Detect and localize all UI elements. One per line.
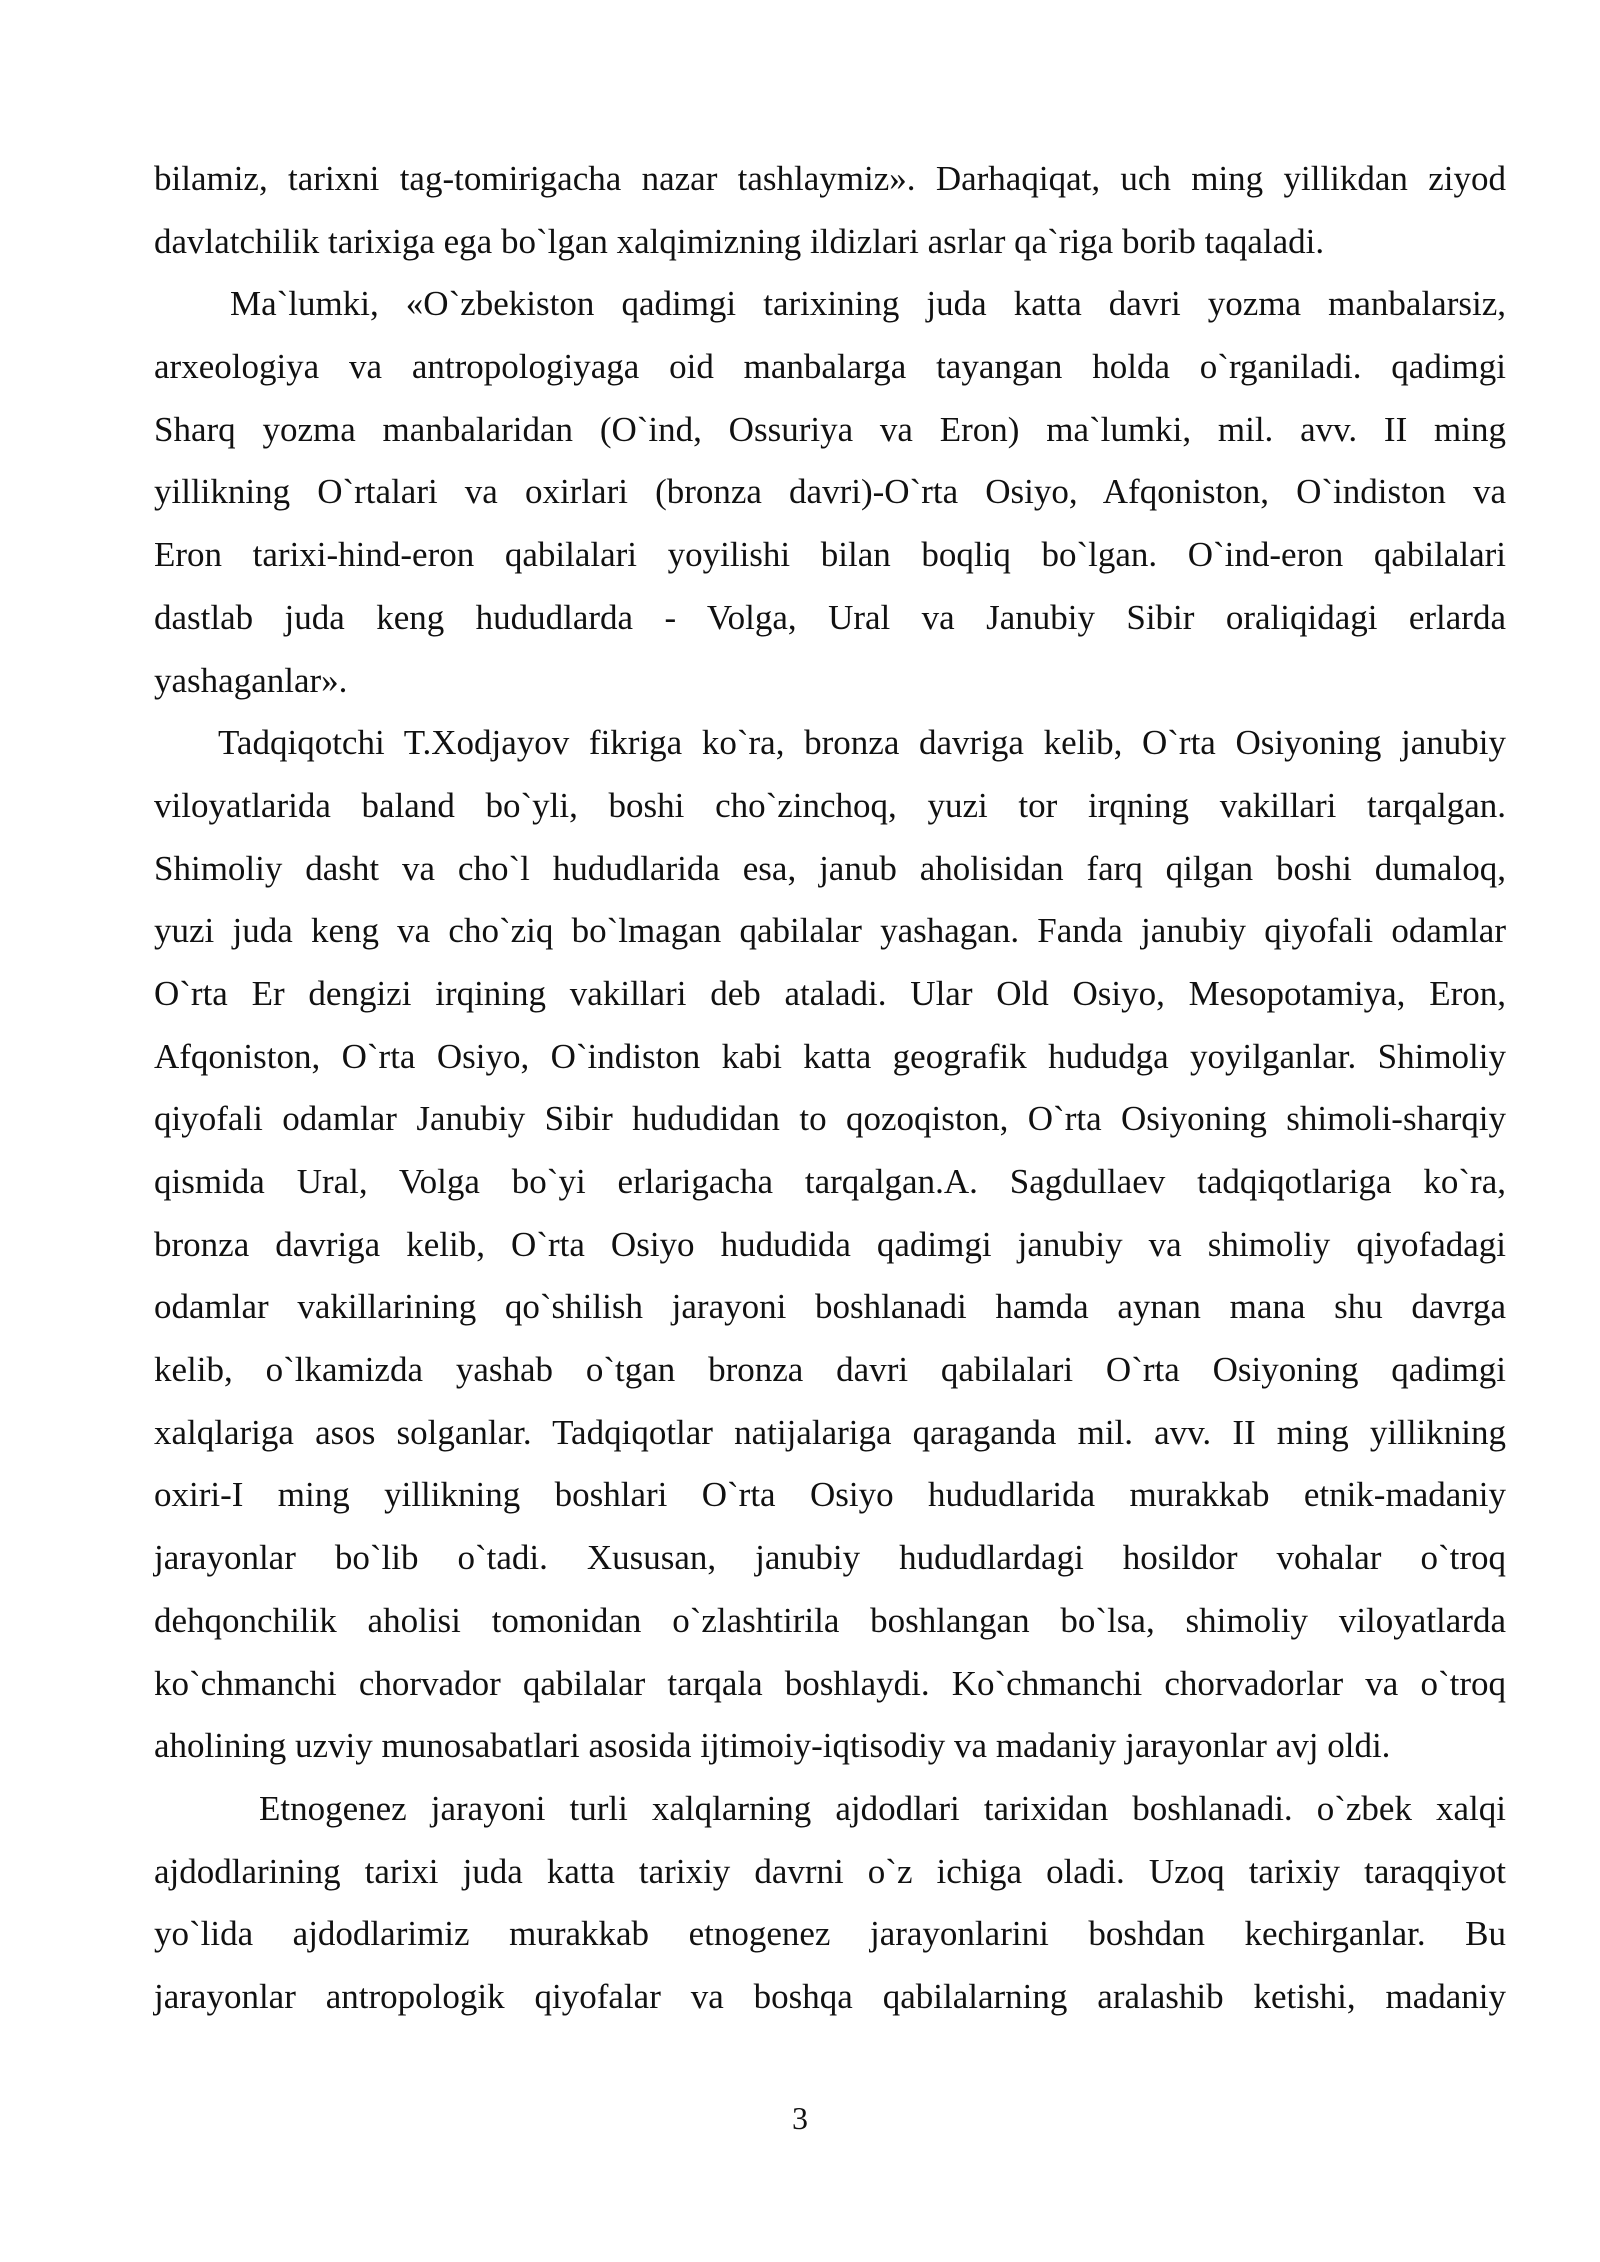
text-line: arxeologiya va antropologiyaga oid manbalarga tayangan holda o`rganiladi. qadimgi — [154, 347, 1506, 387]
text-line: ajdodlarining tarixi juda katta tarixiy davrni o`z ichiga oladi. Uzoq tarixiy taraqqiyot — [154, 1851, 1506, 1891]
text-line: dehqonchilik aholisi tomonidan o`zlashtirila boshlangan bo`lsa, shimoliy viloyatlarda — [154, 1600, 1506, 1640]
text-line: odamlar vakillarining qo`shilish jarayoni boshlanadi hamda aynan mana shu davrga — [154, 1287, 1506, 1327]
page-number: 3 — [792, 2100, 808, 2136]
text-line: bilamiz, tarixni tag-tomirigacha nazar tashlaymiz». Darhaqiqat, uch ming yillikdan ziyod — [154, 159, 1506, 198]
text-line: Etnogenez jarayoni turli xalqlarning ajdodlari tarixidan boshlanadi. o`zbek xalqi — [259, 1788, 1506, 1828]
text-line: Tadqiqotchi T.Xodjayov fikriga ko`ra, bronza davriga kelib, O`rta Osiyoning janubiy — [218, 723, 1506, 763]
text-line: Eron tarixi-hind-eron qabilalari yoyilishi bilan boqliq bo`lgan. O`ind-eron qabilalari — [154, 535, 1506, 575]
text-line: qismida Ural, Volga bo`yi erlarigacha tarqalgan.A. Sagdullaev tadqiqotlariga ko`ra, — [154, 1162, 1506, 1201]
text-line: viloyatlarida baland bo`yli, boshi cho`zinchoq, yuzi tor irqning vakillari tarqalgan. — [154, 785, 1506, 825]
text-line: yuzi juda keng va cho`ziq bo`lmagan qabilalar yashagan. Fanda janubiy qiyofali odamlar — [154, 911, 1506, 951]
text-line: Sharq yozma manbalaridan (O`ind, Ossuriya va Eron) ma`lumki, mil. avv. II ming — [154, 409, 1506, 449]
text-line: bronza davriga kelib, O`rta Osiyo hududida qadimgi janubiy va shimoliy qiyofadagi — [154, 1224, 1506, 1264]
text-line: Afqoniston, O`rta Osiyo, O`indiston kabi katta geografik hududga yoyilganlar. Shimoliy — [154, 1036, 1506, 1076]
text-line: dastlab juda keng hududlarda - Volga, Ural va Janubiy Sibir oraliqidagi erlarda — [154, 597, 1506, 637]
text-line: yillikning O`rtalari va oxirlari (bronza davri)-O`rta Osiyo, Afqoniston, O`indiston va — [154, 472, 1506, 512]
body-text — [154, 148, 1506, 2029]
text-line: xalqlariga asos solganlar. Tadqiqotlar natijalariga qaraganda mil. avv. II ming yillikning — [154, 1412, 1506, 1452]
text-line: Shimoliy dasht va cho`l hududlarida esa, janub aholisidan farq qilgan boshi dumaloq, — [154, 848, 1506, 888]
text-line: ko`chmanchi chorvador qabilalar tarqala boshlaydi. Ko`chmanchi chorvadorlar va o`troq — [154, 1663, 1506, 1703]
text-line: jarayonlar bo`lib o`tadi. Xususan, janubiy hududlardagi hosildor vohalar o`troq — [154, 1538, 1506, 1578]
text-line: yashaganlar». — [154, 660, 348, 700]
text-line: qiyofali odamlar Janubiy Sibir hududidan to qozoqiston, O`rta Osiyoning shimoli-sharqiy — [154, 1099, 1506, 1139]
text-line: aholining uzviy munosabatlari asosida ijtimoiy-iqtisodiy va madaniy jarayonlar avj oldi. — [154, 1726, 1391, 1766]
text-line: davlatchilik tarixiga ega bo`lgan xalqimizning ildizlari asrlar qa`riga borib taqaladi. — [154, 221, 1325, 261]
text-line: O`rta Er dengizi irqining vakillari deb ataladi. Ular Old Osiyo, Mesopotamiya, Eron, — [154, 973, 1506, 1013]
text-line: yo`lida ajdodlarimiz murakkab etnogenez jarayonlarini boshdan kechirganlar. Bu — [154, 1914, 1506, 1954]
text-line: kelib, o`lkamizda yashab o`tgan bronza davri qabilalari O`rta Osiyoning qadimgi — [154, 1350, 1506, 1390]
text-line: Ma`lumki, «O`zbekiston qadimgi tarixining juda katta davri yozma manbalarsiz, — [230, 284, 1506, 324]
text-line: jarayonlar antropologik qiyofalar va boshqa qabilalarning aralashib ketishi, madaniy — [154, 1976, 1506, 2016]
text-line: oxiri-I ming yillikning boshlari O`rta Osiyo hududlarida murakkab etnik-madaniy — [154, 1475, 1506, 1515]
